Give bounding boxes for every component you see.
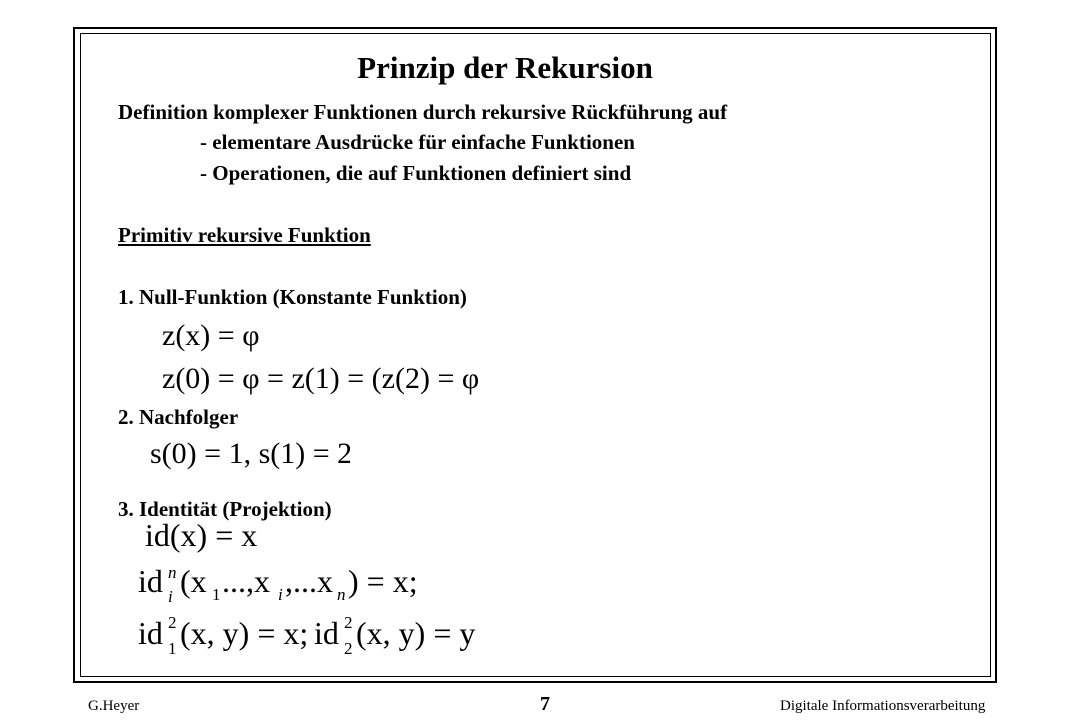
formula-identity [145,516,265,561]
svg-text:i: i [168,587,173,606]
item-heading-1: 1. Null-Funktion (Konstante Funktion) [118,285,467,309]
svg-text:id: id [314,615,339,651]
svg-text:(x, y) = y: (x, y) = y [356,615,476,651]
item-heading-2: 2. Nachfolger [118,405,239,429]
footer-course: Digitale Informationsverarbeitung [780,698,986,714]
slide-title: Prinzip der Rekursion [357,50,653,85]
footer-author: G.Heyer [88,698,140,714]
svg-text:(x, y) = x;: (x, y) = x; [180,615,309,651]
svg-text:n: n [168,563,177,582]
svg-text:2: 2 [344,639,353,658]
svg-text:n: n [337,585,346,604]
svg-text:id: id [138,615,163,651]
svg-text:,...x: ,...x [285,563,333,599]
formula-projection-general-svg [138,560,418,608]
svg-text:id(x) = x: id(x) = x [145,517,258,553]
formula-projection-general [138,560,418,613]
intro-line-3: - Operationen, die auf Funktionen definiert sind [200,161,632,185]
formula-zero-values-svg [162,360,502,396]
svg-text:1: 1 [212,585,221,604]
formula-zero-values [162,360,502,401]
svg-text:i: i [278,585,283,604]
svg-text:z(0) = φ = z(1) = (z(2) = φ: z(0) = φ = z(1) = (z(2) = φ [162,362,480,395]
svg-text:1: 1 [168,639,177,658]
formula-projection-two [138,612,478,665]
formula-projection-two-svg [138,612,478,660]
intro-line-2: - elementare Ausdrücke für einfache Funktionen [200,130,635,154]
svg-text:2: 2 [344,613,353,632]
svg-text:id: id [138,563,163,599]
svg-text:...,x: ...,x [222,563,270,599]
section-heading: Primitiv rekursive Funktion [118,223,371,247]
formula-successor-svg [150,435,350,471]
footer-page-number: 7 [540,693,550,715]
formula-identity-svg [145,516,265,556]
svg-text:z(x) = φ: z(x) = φ [162,319,260,352]
svg-text:) = x;: ) = x; [348,563,418,599]
intro-line-1: Definition komplexer Funktionen durch rekursive Rückführung auf [118,100,728,124]
item-heading-3: 3. Identität (Projektion) [118,497,332,521]
svg-text:s(0) = 1, s(1) = 2: s(0) = 1, s(1) = 2 [150,437,350,470]
formula-zero-function-svg [162,317,282,353]
formula-successor [150,435,350,476]
svg-text:(x: (x [180,563,207,599]
svg-text:2: 2 [168,613,177,632]
formula-zero-function [162,317,282,358]
